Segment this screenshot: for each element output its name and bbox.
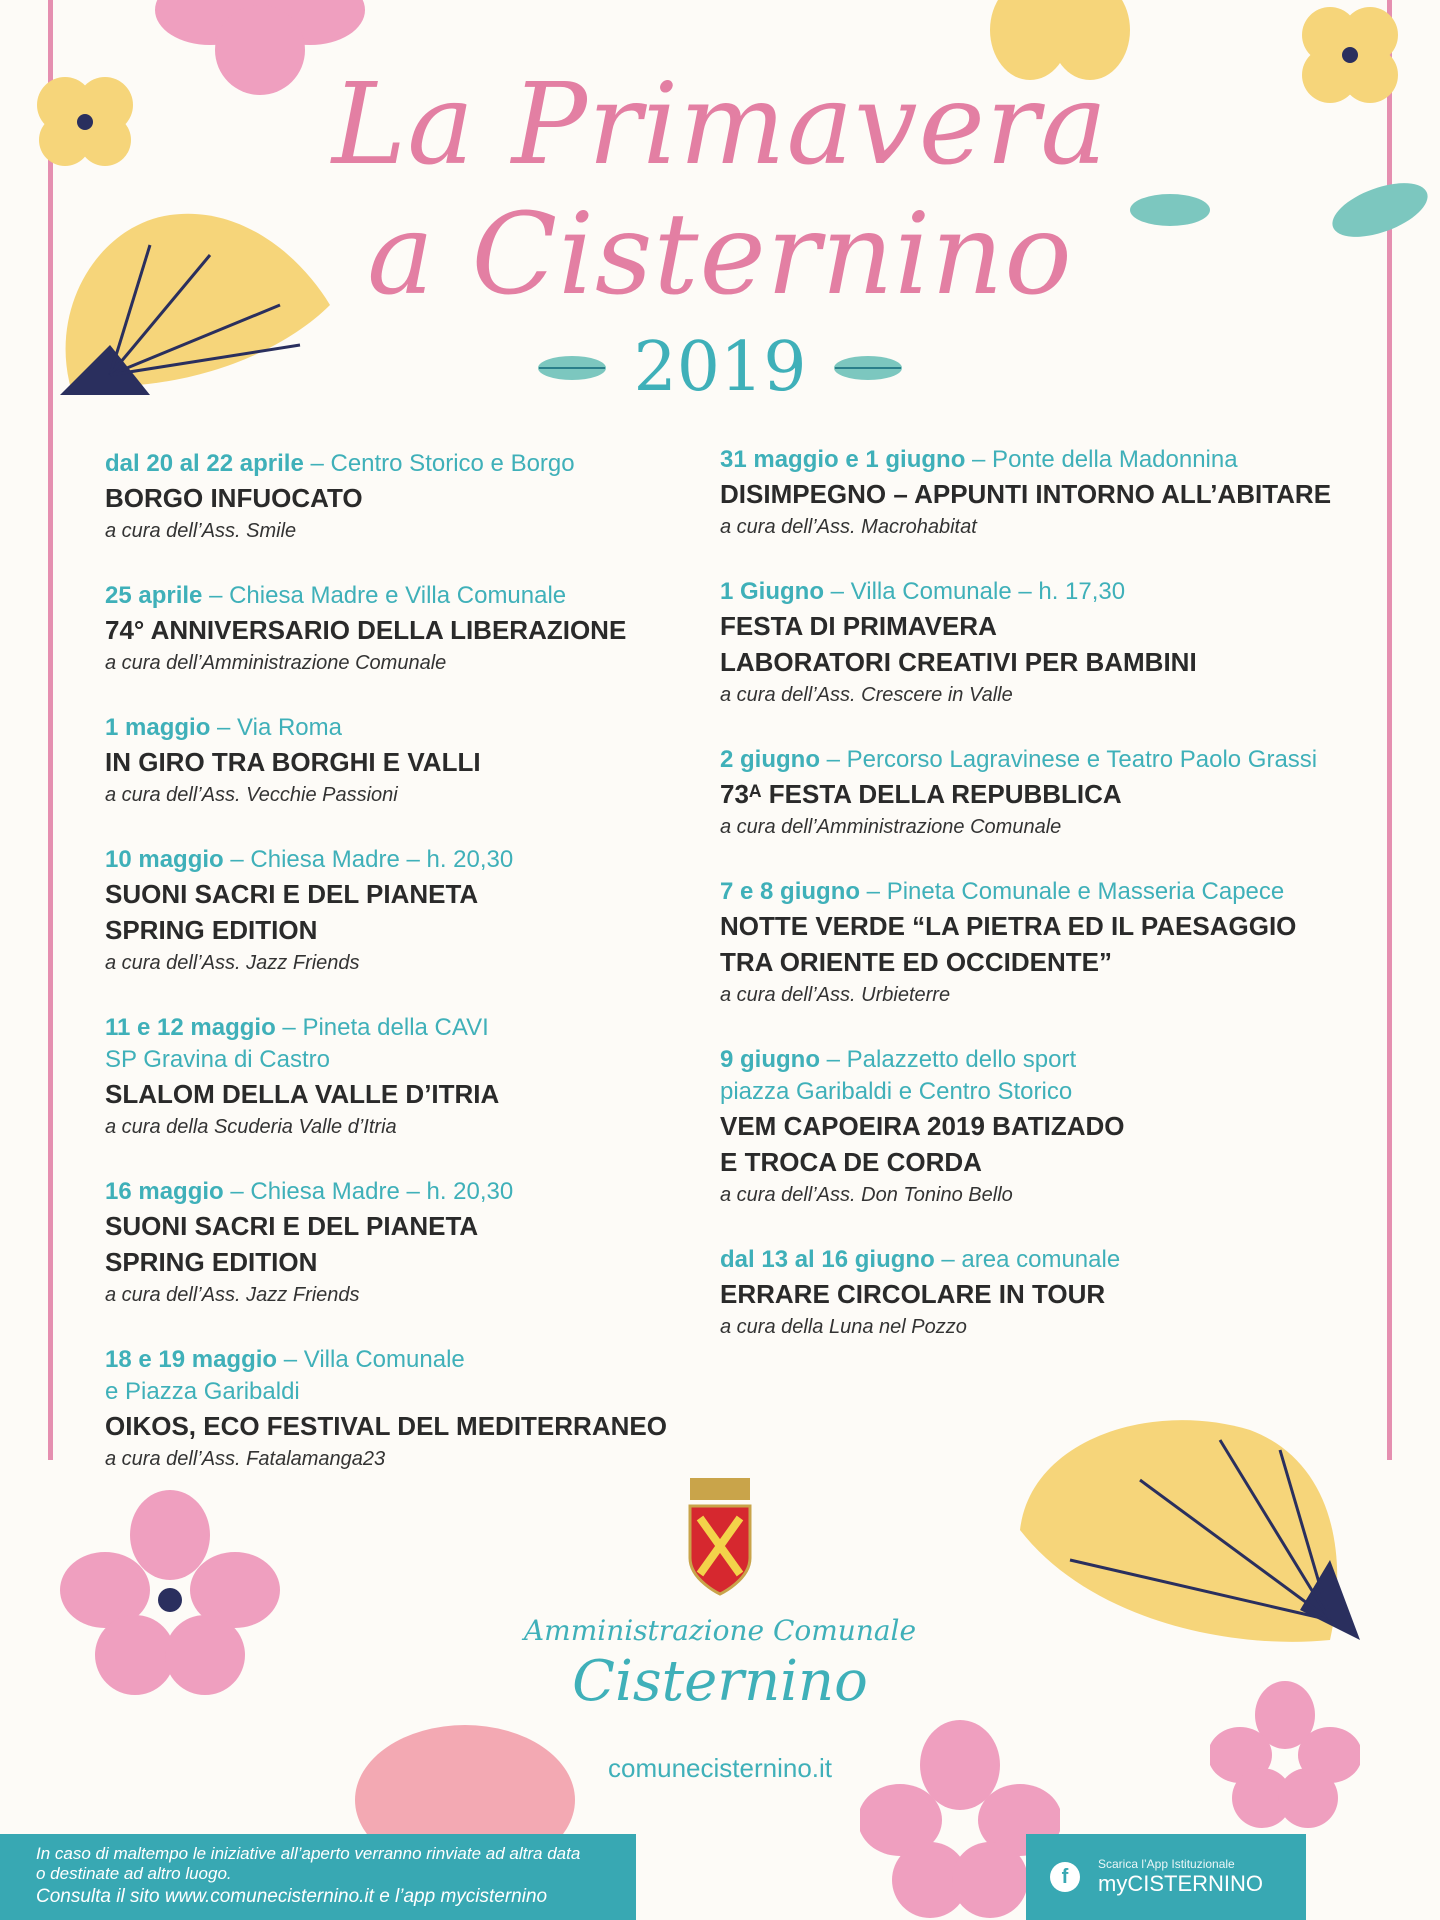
- event-item: [105, 1012, 745, 1142]
- event-item: [105, 1344, 745, 1474]
- event-item: [105, 712, 745, 810]
- event-name: DISIMPEGNO – APPUNTI INTORNO ALL’ABITARE: [720, 479, 1332, 509]
- event-name: ERRARE CIRCOLARE IN TOUR: [720, 1279, 1106, 1309]
- event-item: [720, 1044, 1380, 1210]
- facebook-icon[interactable]: f: [1050, 1862, 1080, 1892]
- event-name: SUONI SACRI E DEL PIANETA SPRING EDITION: [105, 879, 479, 945]
- event-place: – Chiesa Madre e Villa Comunale: [202, 582, 567, 609]
- events-left-column: [105, 448, 745, 1508]
- event-item: [720, 444, 1380, 542]
- event-place: – Villa Comunale – h. 17,30: [824, 578, 1126, 605]
- app-download-label: Scarica l’App Istituzionale: [1098, 1857, 1235, 1871]
- event-name: FESTA DI PRIMAVERA LABORATORI CREATIVI PER BAMBINI: [720, 611, 1197, 677]
- notice-line-1: In caso di maltempo le iniziative all’aperto verranno rinviate ad altra data: [36, 1844, 581, 1863]
- event-organizer: a cura della Luna nel Pozzo: [720, 1316, 967, 1338]
- year: 2019: [633, 328, 807, 407]
- event-organizer: a cura dell’Ass. Fatalamanga23: [105, 1448, 386, 1470]
- app-download-bar[interactable]: [1026, 1834, 1306, 1920]
- event-place: – area comunale: [934, 1246, 1121, 1273]
- event-place: – Villa Comunale e Piazza Garibaldi: [105, 1346, 465, 1405]
- event-place: – Chiesa Madre – h. 20,30: [223, 846, 514, 873]
- notice-line-3: Consulta il sito www.comunecisternino.it e l’app mycisternino: [36, 1886, 548, 1907]
- event-date: 1 Giugno: [720, 578, 824, 605]
- event-date: 11 e 12 maggio: [105, 1014, 276, 1041]
- leaf-left-icon: [537, 353, 607, 383]
- event-date: dal 13 al 16 giugno: [720, 1246, 935, 1273]
- poster-title: [0, 60, 1440, 408]
- event-name: 74° ANNIVERSARIO DELLA LIBERAZIONE: [105, 615, 627, 645]
- weather-notice: [0, 1834, 636, 1920]
- event-place: – Pineta Comunale e Masseria Capece: [860, 878, 1285, 905]
- event-organizer: a cura dell’Ass. Crescere in Valle: [720, 684, 1013, 706]
- title-line-1: La Primavera: [331, 60, 1109, 190]
- event-organizer: a cura dell’Ass. Smile: [105, 520, 297, 542]
- event-date: 9 giugno: [720, 1046, 820, 1073]
- website-link[interactable]: comunecisternino.it: [608, 1753, 832, 1783]
- event-date: 7 e 8 giugno: [720, 878, 861, 905]
- event-place: – Palazzetto dello sport piazza Garibaldi e Centro Storico: [720, 1046, 1077, 1105]
- event-item: [720, 1244, 1380, 1342]
- event-name: 73ᴬ FESTA DELLA REPUBBLICA: [720, 779, 1122, 809]
- event-organizer: a cura dell’Ass. Jazz Friends: [105, 1284, 360, 1306]
- event-item: [105, 448, 745, 546]
- event-place: – Percorso Lagravinese e Teatro Paolo Grassi: [819, 746, 1318, 773]
- event-name: OIKOS, ECO FESTIVAL DEL MEDITERRANEO: [105, 1411, 667, 1441]
- event-item: [105, 1176, 745, 1310]
- event-item: [720, 576, 1380, 710]
- leaf-right-icon: [833, 353, 903, 383]
- app-promo[interactable]: [1098, 1857, 1263, 1897]
- events-right-column: [720, 444, 1380, 1376]
- notice-line-2: o destinate ad altro luogo.: [36, 1864, 232, 1883]
- event-name: BORGO INFUOCATO: [105, 483, 363, 513]
- town-name: Cisternino: [572, 1649, 868, 1714]
- event-item: [720, 876, 1380, 1010]
- event-item: [105, 580, 745, 678]
- event-date: 18 e 19 maggio: [105, 1346, 278, 1373]
- event-name: SLALOM DELLA VALLE D’ITRIA: [105, 1079, 500, 1109]
- event-name: NOTTE VERDE “LA PIETRA ED IL PAESAGGIO TRA ORIENTE ED OCCIDENTE”: [720, 911, 1297, 977]
- municipal-crest-icon: [686, 1478, 754, 1598]
- event-place: – Chiesa Madre – h. 20,30: [223, 1178, 514, 1205]
- event-organizer: a cura dell’Ass. Macrohabitat: [720, 516, 977, 538]
- event-date: 10 maggio: [105, 846, 224, 873]
- app-name: myCISTERNINO: [1098, 1871, 1263, 1896]
- event-organizer: a cura dell’Ass. Jazz Friends: [105, 952, 360, 974]
- event-place: – Ponte della Madonnina: [965, 446, 1238, 473]
- event-organizer: a cura della Scuderia Valle d’Itria: [105, 1116, 397, 1138]
- event-name: IN GIRO TRA BORGHI E VALLI: [105, 747, 481, 777]
- event-name: SUONI SACRI E DEL PIANETA SPRING EDITION: [105, 1211, 479, 1277]
- event-place: – Pineta della CAVI SP Gravina di Castro: [105, 1014, 489, 1073]
- event-item: [105, 844, 745, 978]
- event-date: 25 aprile: [105, 582, 203, 609]
- administration-block: [0, 1614, 1440, 1784]
- event-item: [720, 744, 1380, 842]
- event-organizer: a cura dell’Ass. Don Tonino Bello: [720, 1184, 1013, 1206]
- event-date: 31 maggio e 1 giugno: [720, 446, 966, 473]
- event-date: 1 maggio: [105, 714, 211, 741]
- event-place: – Via Roma: [210, 714, 342, 741]
- title-line-2: a Cisternino: [367, 190, 1073, 320]
- event-organizer: a cura dell’Amministrazione Comunale: [105, 652, 447, 674]
- event-date: 16 maggio: [105, 1178, 224, 1205]
- event-date: dal 20 al 22 aprile: [105, 450, 304, 477]
- event-organizer: a cura dell’Ass. Urbieterre: [720, 984, 951, 1006]
- title-year-row: [0, 328, 1440, 408]
- event-organizer: a cura dell’Amministrazione Comunale: [720, 816, 1062, 838]
- event-place: – Centro Storico e Borgo: [303, 450, 575, 477]
- admin-label: Amministrazione Comunale: [523, 1614, 917, 1647]
- event-organizer: a cura dell’Ass. Vecchie Passioni: [105, 784, 398, 806]
- event-name: VEM CAPOEIRA 2019 BATIZADO E TROCA DE CORDA: [720, 1111, 1125, 1177]
- event-date: 2 giugno: [720, 746, 820, 773]
